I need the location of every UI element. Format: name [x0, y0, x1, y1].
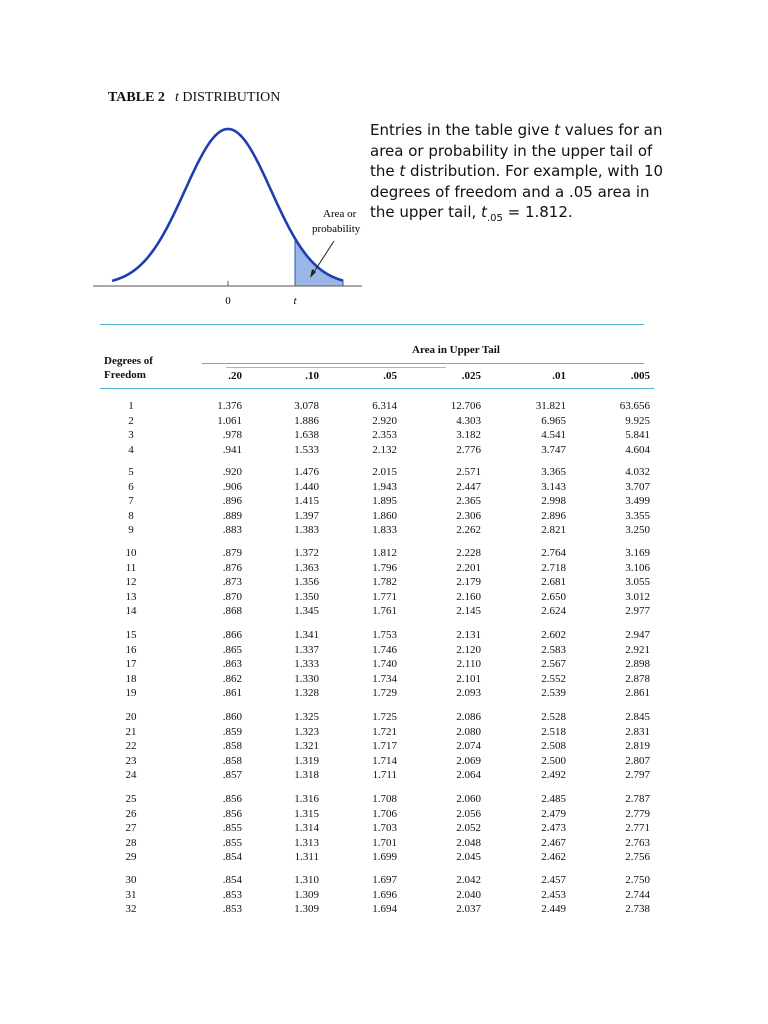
- value-cell: 1.714: [372, 754, 397, 767]
- value-cell: 2.602: [541, 629, 566, 641]
- value-cell: 2.571: [456, 466, 481, 478]
- value-cell: 1.318: [294, 769, 319, 782]
- value-cell: .860: [222, 711, 242, 723]
- value-cell: 2.228: [456, 547, 481, 559]
- value-cell: 2.069: [456, 754, 481, 767]
- value-cell: 1.323: [294, 725, 319, 738]
- value-cell: 1.708: [372, 793, 397, 805]
- value-cell: 2.898: [625, 658, 650, 671]
- df-cell: 7: [128, 495, 134, 508]
- value-cell: .857: [222, 769, 242, 782]
- table-dist-word: DISTRIBUTION: [178, 90, 281, 105]
- value-cell: 2.056: [456, 807, 481, 820]
- value-cell: 2.878: [625, 672, 650, 685]
- value-cell: 2.145: [456, 605, 481, 618]
- value-cell: 2.845: [625, 711, 650, 723]
- axis-label-zero: 0: [225, 295, 231, 307]
- value-cell: 2.473: [541, 822, 566, 835]
- value-cell: 2.365: [456, 495, 481, 508]
- value-cell: 2.861: [625, 687, 650, 700]
- df-cell: 12: [125, 576, 137, 589]
- df-cell: 24: [125, 769, 137, 782]
- value-cell: 2.831: [625, 725, 650, 738]
- value-cell: 3.055: [625, 576, 650, 589]
- df-cell: 19: [125, 687, 137, 700]
- value-cell: 4.541: [541, 429, 566, 442]
- divider-column-header: [100, 388, 654, 389]
- value-cell: 3.012: [625, 590, 650, 603]
- value-cell: 2.718: [541, 561, 566, 574]
- df-cell: 6: [128, 480, 134, 493]
- value-cell: 1.699: [372, 851, 397, 864]
- value-cell: .863: [222, 658, 242, 671]
- value-cell: 2.776: [456, 443, 481, 456]
- value-cell: 1.796: [372, 561, 397, 574]
- value-cell: 2.947: [625, 629, 650, 641]
- value-cell: 3.143: [541, 480, 566, 493]
- value-cell: 2.101: [456, 672, 481, 685]
- value-cell: 2.896: [541, 509, 566, 522]
- value-cell: 2.492: [541, 769, 566, 782]
- value-cell: 2.539: [541, 687, 566, 700]
- value-cell: 2.821: [541, 524, 566, 537]
- value-cell: 4.303: [456, 414, 481, 427]
- table-number: TABLE 2: [108, 90, 165, 105]
- value-cell: 2.064: [456, 769, 481, 782]
- value-cell: 1.701: [372, 836, 397, 849]
- value-cell: 1.330: [294, 672, 319, 685]
- value-cell: 1.833: [372, 524, 397, 537]
- value-cell: 3.499: [625, 495, 650, 508]
- value-cell: 1.309: [294, 888, 319, 901]
- value-cell: 2.681: [541, 576, 566, 589]
- value-cell: .906: [222, 480, 242, 493]
- value-cell: 3.365: [541, 466, 566, 478]
- value-cell: 1.341: [294, 629, 319, 641]
- value-cell: 1.319: [294, 754, 319, 767]
- value-cell: .858: [222, 740, 242, 753]
- value-cell: 2.779: [625, 807, 650, 820]
- df-cell: 26: [125, 807, 137, 820]
- value-cell: 1.321: [294, 740, 319, 753]
- value-cell: 6.314: [372, 400, 397, 412]
- value-cell: .868: [222, 605, 242, 618]
- value-cell: .873: [222, 576, 242, 589]
- df-cell: 22: [125, 740, 137, 753]
- value-cell: 3.106: [625, 561, 650, 574]
- value-cell: 1.711: [372, 769, 397, 782]
- value-cell: 2.528: [541, 711, 566, 723]
- df-header-line2: Freedom: [104, 369, 146, 381]
- value-cell: 1.333: [294, 658, 319, 671]
- value-cell: .978: [222, 429, 242, 442]
- value-cell: 1.943: [372, 480, 397, 493]
- df-cell: 10: [125, 547, 137, 559]
- df-cell: 32: [125, 903, 137, 916]
- value-cell: 3.169: [625, 547, 650, 559]
- value-cell: .889: [222, 509, 242, 522]
- value-cell: 2.131: [456, 629, 481, 641]
- df-cell: 30: [125, 874, 137, 886]
- df-cell: 31: [125, 888, 137, 901]
- value-cell: 1.696: [372, 888, 397, 901]
- value-cell: 2.787: [625, 793, 650, 805]
- value-cell: 3.078: [294, 400, 319, 412]
- df-cell: 3: [128, 429, 134, 442]
- value-cell: 4.032: [625, 466, 650, 478]
- value-cell: 2.763: [625, 836, 650, 849]
- value-cell: 12.706: [450, 400, 481, 412]
- value-cell: 2.467: [541, 836, 566, 849]
- value-cell: 6.965: [541, 414, 566, 427]
- value-cell: 1.729: [372, 687, 397, 700]
- value-cell: 2.262: [456, 524, 481, 537]
- value-cell: 1.638: [294, 429, 319, 442]
- axis-label-t: t: [293, 295, 297, 307]
- value-cell: 2.462: [541, 851, 566, 864]
- value-cell: 2.650: [541, 590, 566, 603]
- df-cell: 25: [125, 793, 137, 805]
- value-cell: 1.363: [294, 561, 319, 574]
- value-cell: 2.120: [456, 643, 481, 656]
- df-cell: 15: [125, 629, 137, 641]
- value-cell: 2.797: [625, 769, 650, 782]
- df-cell: 16: [125, 643, 137, 656]
- value-cell: 2.819: [625, 740, 650, 753]
- value-cell: .855: [222, 836, 242, 849]
- value-cell: .858: [222, 754, 242, 767]
- value-cell: 2.060: [456, 793, 481, 805]
- value-cell: 1.706: [372, 807, 397, 820]
- df-cell: 2: [128, 414, 134, 427]
- df-cell: 14: [125, 605, 137, 618]
- value-cell: 1.771: [372, 590, 397, 603]
- df-cell: 27: [125, 822, 137, 835]
- value-cell: 3.182: [456, 429, 481, 442]
- value-cell: 1.717: [372, 740, 397, 753]
- value-cell: 1.734: [372, 672, 397, 685]
- value-cell: 1.761: [372, 605, 397, 618]
- value-cell: 2.201: [456, 561, 481, 574]
- value-cell: .856: [222, 807, 242, 820]
- df-cell: 11: [125, 561, 137, 574]
- value-cell: 1.309: [294, 903, 319, 916]
- value-cell: 1.782: [372, 576, 397, 589]
- value-cell: 1.314: [294, 822, 319, 835]
- value-cell: 2.583: [541, 643, 566, 656]
- value-cell: 2.920: [372, 414, 397, 427]
- value-cell: 1.345: [294, 605, 319, 618]
- value-cell: 2.086: [456, 711, 481, 723]
- table-dist-t: t: [174, 90, 179, 105]
- value-cell: .920: [222, 466, 242, 478]
- value-cell: 9.925: [625, 414, 650, 427]
- value-cell: 1.753: [372, 629, 397, 641]
- value-cell: 63.656: [619, 400, 650, 412]
- area-header: Area in Upper Tail: [412, 344, 500, 356]
- area-label-line2: probability: [312, 223, 361, 235]
- value-cell: 1.895: [372, 495, 397, 508]
- value-cell: .859: [222, 725, 242, 738]
- value-cell: 2.080: [456, 725, 481, 738]
- value-cell: 1.313: [294, 836, 319, 849]
- value-cell: 2.045: [456, 851, 481, 864]
- df-cell: 1: [128, 400, 134, 412]
- value-cell: 1.397: [294, 509, 319, 522]
- value-cell: 1.383: [294, 524, 319, 537]
- df-cell: 8: [128, 509, 134, 522]
- value-cell: 1.812: [372, 547, 397, 559]
- value-cell: 1.886: [294, 414, 319, 427]
- value-cell: 4.604: [625, 443, 650, 456]
- value-cell: 1.860: [372, 509, 397, 522]
- value-cell: 3.355: [625, 509, 650, 522]
- value-cell: 2.093: [456, 687, 481, 700]
- value-cell: 2.353: [372, 429, 397, 442]
- value-cell: .853: [222, 888, 242, 901]
- column-header: .20: [228, 370, 242, 382]
- value-cell: .876: [222, 561, 242, 574]
- value-cell: .861: [222, 687, 242, 700]
- value-cell: 2.998: [541, 495, 566, 508]
- value-cell: 2.040: [456, 888, 481, 901]
- value-cell: 1.316: [294, 793, 319, 805]
- value-cell: 1.325: [294, 711, 319, 723]
- df-cell: 17: [125, 658, 137, 671]
- value-cell: 2.485: [541, 793, 566, 805]
- value-cell: 1.740: [372, 658, 397, 671]
- divider-area-header-inner: [226, 367, 446, 368]
- value-cell: .854: [222, 874, 242, 886]
- value-cell: 2.744: [625, 888, 650, 901]
- df-cell: 9: [128, 524, 134, 537]
- df-header-line1: Degrees of: [104, 355, 153, 367]
- value-cell: 2.160: [456, 590, 481, 603]
- value-cell: 2.453: [541, 888, 566, 901]
- value-cell: 1.311: [294, 851, 319, 864]
- value-cell: .855: [222, 822, 242, 835]
- value-cell: 1.337: [294, 643, 319, 656]
- value-cell: 2.037: [456, 903, 481, 916]
- value-cell: 2.074: [456, 740, 481, 753]
- value-cell: .854: [222, 851, 242, 864]
- value-cell: 2.306: [456, 509, 481, 522]
- value-cell: 2.508: [541, 740, 566, 753]
- column-header: .10: [305, 370, 319, 382]
- table-description: Entries in the table give t values for an area or probability in the upper tail of the t distribution. For example, with 10 degrees of freedom and a .05 area in the upper tail, $t_{.05} = 1.812$.: [370, 121, 664, 224]
- divider-area-header: [202, 363, 644, 364]
- value-cell: 1.703: [372, 822, 397, 835]
- column-header: .025: [461, 370, 481, 382]
- value-cell: 2.052: [456, 822, 481, 835]
- value-cell: 2.977: [625, 605, 650, 618]
- value-cell: 2.457: [541, 874, 566, 886]
- value-cell: 2.518: [541, 725, 566, 738]
- value-cell: .856: [222, 793, 242, 805]
- column-header: .05: [383, 370, 397, 382]
- value-cell: 2.110: [456, 658, 481, 671]
- column-header: .005: [630, 370, 650, 382]
- value-cell: .853: [222, 903, 242, 916]
- value-cell: 3.250: [625, 524, 650, 537]
- value-cell: 1.533: [294, 443, 319, 456]
- value-cell: 2.447: [456, 480, 481, 493]
- value-cell: 2.807: [625, 754, 650, 767]
- value-cell: 2.771: [625, 822, 650, 835]
- value-cell: 1.376: [217, 400, 242, 412]
- value-cell: 3.747: [541, 443, 566, 456]
- value-cell: 1.310: [294, 874, 319, 886]
- df-cell: 21: [125, 725, 137, 738]
- value-cell: 1.476: [294, 466, 319, 478]
- value-cell: .865: [222, 643, 242, 656]
- value-cell: 2.015: [372, 466, 397, 478]
- value-cell: 2.624: [541, 605, 566, 618]
- value-cell: 2.764: [541, 547, 566, 559]
- value-cell: 2.048: [456, 836, 481, 849]
- df-cell: 18: [125, 672, 137, 685]
- value-cell: .941: [222, 443, 242, 456]
- df-cell: 20: [125, 711, 137, 723]
- value-cell: 2.500: [541, 754, 566, 767]
- value-cell: 3.707: [625, 480, 650, 493]
- value-cell: 2.179: [456, 576, 481, 589]
- value-cell: 1.328: [294, 687, 319, 700]
- value-cell: 2.449: [541, 903, 566, 916]
- value-cell: 1.372: [294, 547, 319, 559]
- value-cell: 2.756: [625, 851, 650, 864]
- df-cell: 23: [125, 754, 137, 767]
- value-cell: 2.738: [625, 903, 650, 916]
- value-cell: 2.567: [541, 658, 566, 671]
- df-cell: 13: [125, 590, 137, 603]
- value-cell: .896: [222, 495, 242, 508]
- df-cell: 28: [125, 836, 137, 849]
- value-cell: .866: [222, 629, 242, 641]
- value-cell: 31.821: [535, 400, 566, 412]
- value-cell: 2.479: [541, 807, 566, 820]
- area-label-line1: Area or: [323, 208, 357, 220]
- value-cell: 2.042: [456, 874, 481, 886]
- df-cell: 29: [125, 851, 137, 864]
- value-cell: 1.694: [372, 903, 397, 916]
- value-cell: 1.746: [372, 643, 397, 656]
- value-cell: .870: [222, 590, 242, 603]
- value-cell: 1.721: [372, 725, 397, 738]
- value-cell: 1.725: [372, 711, 397, 723]
- value-cell: 1.440: [294, 480, 319, 493]
- value-cell: 2.750: [625, 874, 650, 886]
- value-cell: 1.350: [294, 590, 319, 603]
- value-cell: 2.132: [372, 443, 397, 456]
- value-cell: 1.061: [217, 414, 242, 427]
- column-header: .01: [552, 370, 566, 382]
- value-cell: 2.921: [625, 643, 650, 656]
- value-cell: 1.415: [294, 495, 319, 508]
- value-cell: .862: [222, 672, 242, 685]
- df-cell: 4: [128, 443, 134, 456]
- value-cell: 2.552: [541, 672, 566, 685]
- df-cell: 5: [128, 466, 134, 478]
- value-cell: 1.315: [294, 807, 319, 820]
- value-cell: .879: [222, 547, 242, 559]
- value-cell: 1.697: [372, 874, 397, 886]
- value-cell: .883: [222, 524, 242, 537]
- value-cell: 5.841: [625, 429, 650, 442]
- value-cell: 1.356: [294, 576, 319, 589]
